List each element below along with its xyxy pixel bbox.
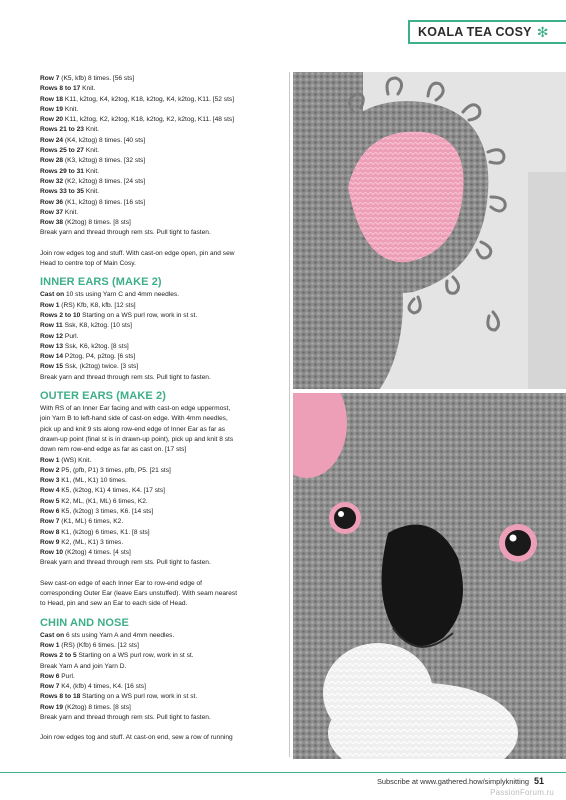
paragraph-line: Join row edges tog and stuff. With cast-on edge open, pin and sew <box>40 249 235 257</box>
instruction-line <box>40 84 280 94</box>
instruction-line <box>40 682 280 692</box>
row-label: Row 2 <box>40 466 60 474</box>
instruction-line <box>40 528 280 538</box>
instruction-line <box>40 105 280 115</box>
row-text: Knit. <box>83 167 100 175</box>
paragraph-line: With RS of an Inner Ear facing and with cast-on edge uppermost, <box>40 405 231 413</box>
instruction-line <box>40 156 280 166</box>
row-text: Knit. <box>63 208 79 216</box>
row-text: (K1, k2tog) 8 times. [16 sts] <box>63 198 146 206</box>
row-label: Rows 2 to 10 <box>40 311 81 319</box>
instruction-line <box>40 692 280 702</box>
row-text: (RS) (Kfb) 6 times. [12 sts] <box>59 641 139 649</box>
row-text: Knit. <box>83 126 100 134</box>
instruction-line <box>40 507 280 517</box>
row-label: Row 1 <box>40 301 60 309</box>
row-label: Row 37 <box>40 208 64 216</box>
instruction-line <box>40 548 280 558</box>
row-label: Row 36 <box>40 198 64 206</box>
instruction-line <box>40 177 280 187</box>
instruction-line <box>40 672 280 682</box>
row-label: Row 11 <box>40 322 63 330</box>
row-label: Row 5 <box>40 497 60 505</box>
row-text: (RS) Kfb, K8, kfb. [12 sts] <box>59 301 136 309</box>
watermark: PassionForum.ru <box>490 788 554 797</box>
row-text: (K2tog) 8 times. [8 sts] <box>63 703 131 711</box>
instruction-line <box>40 208 280 218</box>
row-text: Knit. <box>83 188 100 196</box>
row-text: Break yarn and thread through rem sts. Pull tight to fasten. <box>40 559 211 567</box>
row-text: (WS) Knit. <box>59 456 92 464</box>
instruction-line <box>40 332 280 342</box>
row-text: K11, k2tog, K2, k2tog, K18, k2tog, K2, k2tog, K11. [48 sts] <box>63 116 235 124</box>
chin-nose-rows <box>40 631 280 724</box>
row-text: Purl. <box>59 672 75 680</box>
instruction-line <box>40 517 280 527</box>
row-text: Break yarn and thread through rem sts. Pull tight to fasten. <box>40 373 211 381</box>
row-label: Row 28 <box>40 157 64 165</box>
paragraph-line: corresponding Outer Ear (leave Ears unstuffed). With seam nearest <box>40 590 238 598</box>
row-label: Row 19 <box>40 703 64 711</box>
row-text: K11, k2tog, K4, k2tog, K18, k2tog, K4, k2tog, K11. [52 sts] <box>63 95 235 103</box>
row-label: Row 4 <box>40 487 60 495</box>
instruction-line <box>40 187 280 197</box>
page-number: 51 <box>533 776 544 786</box>
row-text: K5, (k2tog, K1) 4 times, K4. [17 sts] <box>59 487 165 495</box>
instruction-line <box>40 641 280 651</box>
row-label: Row 12 <box>40 332 64 340</box>
instruction-line <box>40 290 280 300</box>
row-label: Row 7 <box>40 518 60 526</box>
instruction-line <box>40 136 280 146</box>
instruction-line <box>40 342 280 352</box>
row-text: (K2tog) 8 times. [8 sts] <box>63 219 131 227</box>
row-label: Row 6 <box>40 672 60 680</box>
row-text: (K2tog) 4 times. [4 sts] <box>63 549 131 557</box>
heading-inner-ears: INNER EARS (MAKE 2) <box>40 276 162 289</box>
row-text: (K5, kfb) 8 times. [56 sts] <box>59 75 135 82</box>
row-label: Row 7 <box>40 75 60 82</box>
row-label: Rows 2 to 5 <box>40 652 77 660</box>
instruction-line <box>40 95 280 105</box>
paragraph-line: join Yarn B to left-hand side of cast-on edge. With 4mm needles, <box>40 415 228 423</box>
row-text: (K1, ML) 6 times, K2. <box>59 518 124 526</box>
instruction-line <box>40 301 280 311</box>
row-text: Purl. <box>63 332 79 340</box>
instruction-line <box>40 74 280 84</box>
instruction-line <box>40 362 280 372</box>
row-label: Row 32 <box>40 177 64 185</box>
row-label: Rows 21 to 23 <box>40 126 84 134</box>
row-label: Row 14 <box>40 353 64 361</box>
row-text: 6 sts using Yarn A and 4mm needles. <box>64 631 175 639</box>
heading-chin-nose: CHIN AND NOSE <box>40 616 129 629</box>
koala-ear-illustration <box>293 72 566 389</box>
instruction-line <box>40 713 280 723</box>
row-label: Row 24 <box>40 136 64 144</box>
instruction-line <box>40 167 280 177</box>
row-label: Row 1 <box>40 641 60 649</box>
row-label: Row 15 <box>40 363 64 371</box>
row-text: Knit. <box>63 105 79 113</box>
column-divider <box>289 72 290 757</box>
paragraph-line: Head to centre top of Main Cosy. <box>40 260 136 268</box>
instruction-line <box>40 146 280 156</box>
instruction-line <box>40 466 280 476</box>
instruction-line <box>40 631 280 641</box>
instruction-line <box>40 125 280 135</box>
paragraph-line: pick up and knit 9 sts along row-end edge of Inner Ear as far as <box>40 425 226 433</box>
row-label: Row 13 <box>40 342 64 350</box>
row-label: Rows 8 to 18 <box>40 693 81 701</box>
row-text: K1, (k2tog) 6 times, K1. [8 sts] <box>59 528 150 536</box>
instruction-line <box>40 352 280 362</box>
row-label: Row 6 <box>40 507 60 515</box>
row-text: P5, (pfb, P1) 3 times, pfb, P5. [21 sts] <box>59 466 171 474</box>
row-label: Row 10 <box>40 549 64 557</box>
instruction-line <box>40 198 280 208</box>
instruction-line <box>40 497 280 507</box>
instruction-line <box>40 703 280 713</box>
row-text: (K2, k2tog) 8 times. [24 sts] <box>63 177 146 185</box>
row-text: 10 sts using Yarn C and 4mm needles. <box>64 291 180 299</box>
row-text: K2, ML, (K1, ML) 6 times, K2. <box>59 497 148 505</box>
body-rows <box>40 74 280 239</box>
pattern-text-column <box>40 74 280 744</box>
footer-rule <box>0 772 566 773</box>
instruction-line <box>40 662 280 672</box>
row-text: K2, (ML, K1) 3 times. <box>59 538 124 546</box>
instruction-line <box>40 115 280 125</box>
inner-ears-rows <box>40 290 280 383</box>
row-text: Break yarn and thread through rem sts. Pull tight to fasten. <box>40 229 211 237</box>
instruction-line <box>40 486 280 496</box>
join-instructions <box>40 249 280 270</box>
paragraph-line: down rem row-end edge as far as cast on. [17 sts] <box>40 446 187 454</box>
row-text: K5, (k2tog) 3 times, K6. [14 sts] <box>59 507 154 515</box>
row-label: Cast on <box>40 631 65 639</box>
row-text: Knit. <box>83 147 100 155</box>
paragraph-line: drawn-up point (final st is in drawn-up point), pick up and knit 8 sts <box>40 435 234 443</box>
row-text: Starting on a WS purl row, work in st st. <box>80 311 198 319</box>
instruction-line <box>40 228 280 238</box>
koala-ear-photo <box>293 72 566 389</box>
row-text: Ssk, K6, k2tog. [8 sts] <box>63 342 129 350</box>
row-text: Break Yarn A and join Yarn D. <box>40 662 127 670</box>
koala-face-illustration <box>293 393 566 759</box>
outer-ears-rows <box>40 456 280 569</box>
row-text: Starting on a WS purl row, work in st st. <box>76 652 194 660</box>
footer <box>377 776 544 786</box>
row-text: Break yarn and thread through rem sts. Pull tight to fasten. <box>40 714 211 722</box>
chin-nose-last-line: Join row edges tog and stuff. At cast-on end, sew a row of running <box>40 734 233 742</box>
row-label: Row 38 <box>40 219 64 227</box>
row-label: Cast on <box>40 291 65 299</box>
row-text: P2tog, P4, p2tog. [6 sts] <box>63 353 136 361</box>
row-text: Ssk, K8, k2tog. [10 sts] <box>62 322 133 330</box>
row-label: Rows 25 to 27 <box>40 147 84 155</box>
instruction-line <box>40 558 280 568</box>
paragraph-line: Sew cast-on edge of each Inner Ear to row-end edge of <box>40 579 203 587</box>
instruction-line <box>40 538 280 548</box>
row-label: Row 7 <box>40 683 60 691</box>
outer-ears-sew <box>40 579 280 610</box>
instruction-line <box>40 476 280 486</box>
row-text: Ssk, (k2tog) twice. [3 sts] <box>63 363 139 371</box>
row-label: Row 8 <box>40 528 60 536</box>
row-text: (K4, k2tog) 8 times. [40 sts] <box>63 136 146 144</box>
row-label: Rows 8 to 17 <box>40 85 81 93</box>
row-text: Knit. <box>80 85 96 93</box>
instruction-line <box>40 651 280 661</box>
row-label: Row 18 <box>40 95 64 103</box>
row-text: (K3, k2tog) 8 times. [32 sts] <box>63 157 146 165</box>
row-label: Row 9 <box>40 538 60 546</box>
koala-face-photo <box>293 393 566 759</box>
page-title-tab <box>408 20 566 44</box>
row-text: K4, (kfb) 4 times, K4. [16 sts] <box>59 683 146 691</box>
instruction-line <box>40 456 280 466</box>
instruction-line <box>40 311 280 321</box>
row-label: Row 20 <box>40 116 64 124</box>
page-title: KOALA TEA COSY <box>418 25 532 39</box>
row-label: Row 3 <box>40 477 60 485</box>
paragraph-line: to Head, pin and sew an Ear to each side of Head. <box>40 600 188 608</box>
row-label: Rows 33 to 35 <box>40 188 84 196</box>
row-label: Rows 29 to 31 <box>40 167 84 175</box>
star-icon: ✻ <box>536 23 549 40</box>
outer-ears-intro <box>40 404 280 455</box>
row-label: Row 1 <box>40 456 60 464</box>
instruction-line <box>40 218 280 228</box>
instruction-line <box>40 321 280 331</box>
instruction-line <box>40 373 280 383</box>
row-text: K1, (ML, K1) 10 times. <box>59 477 127 485</box>
heading-outer-ears: OUTER EARS (MAKE 2) <box>40 390 166 403</box>
row-label: Row 19 <box>40 105 64 113</box>
subscribe-link[interactable]: Subscribe at www.gathered.how/simplyknitting <box>376 776 529 786</box>
row-text: Starting on a WS purl row, work in st st. <box>80 693 198 701</box>
